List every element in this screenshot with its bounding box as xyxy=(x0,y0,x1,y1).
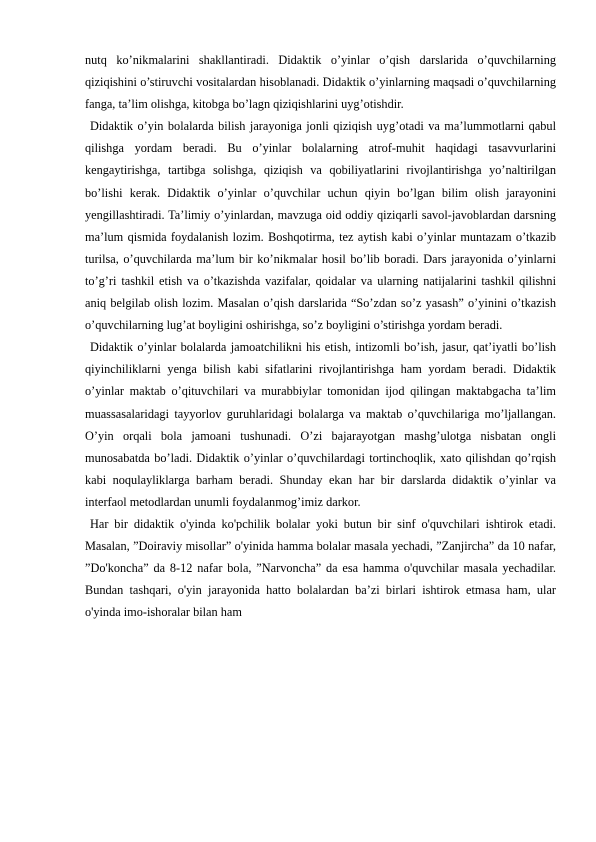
document-page xyxy=(85,49,556,623)
paragraph-1: nutq ko’nikmalarini shakllantiradi. Didaktik o’yinlar o’qish darslarida o’quvchilarning qiziqishini o’stiruvchi vositalardan hisoblanadi. Didaktik o’yinlarning maqsadi o’quvchilarning fanga, ta’lim olishga, kitobga bo’lagn qiziqishlarini uyg’otishdir. xyxy=(85,53,556,112)
paragraph-4: Har bir didaktik o'yinda ko'pchilik bolalar yoki butun bir sinf o'quvchilari ishtirok etadi. Masalan, ”Doiraviy misollar” o'yinida hamma bolalar masala yechadi, ”Zanjircha” da 10 nafar, ”Do'koncha” da 8-12 nafar bola, ”Narvoncha” da esa hamma o'quvchilar masala yechadilar. Bundan tashqari, o'yin jarayonida hatto bolalardan ba’zi birlari ishtirok etmasa ham, ular o'yinda imo-ishoralar bilan ham xyxy=(85,516,556,620)
paragraph-2: Didaktik o’yin bolalarda bilish jarayoniga jonli qiziqish uyg’otadi va ma’lummotlarni qabul qilishga yordam beradi. Bu o’yinlar bolalarning atrof-muhit haqidagi tasavvurlarini kengaytirishga, tartibga solishga, qiziqish va qobiliyatlarini rivojlantirishga yo’naltirilgan bo’lishi kerak. Didaktik o’yinlar o’quvchilar uchun qiyin bo’lgan bilim olish jarayonini yengillashtiradi. Ta’limiy o’yinlardan, mavzuga oid oddiy qiziqarli savol-javoblardan darsning ma’lum qismida foydalanish lozim. Boshqotirma, tez aytish kabi o’yinlar muntazam o’tkazib turilsa, o’quvchilarda ma’lum bir ko’nikmalar hosil bo’lib boradi. Dars jarayonida o’yinlarni to’g’ri tashkil etish va o’tkazishda vazifalar, qoidalar va ularning natijalarini tashkil qilishni aniq belgilab olish lozim. Masalan o’qish darslarida “So’zdan so’z yasash” o’yinini o’tkazish o’quvchilarning lug’at boyligini oshirishga, so’z boyligini o’stirishga yordam beradi. xyxy=(85,119,556,333)
paragraph-3: Didaktik o’yinlar bolalarda jamoatchilikni his etish, intizomli bo’ish, jasur, qat’iyatli bo’lish qiyinchiliklarni yenga bilish kabi sifatlarini rivojlantirishga ham yordam beradi. Didaktik o’yinlar maktab o’qituvchilari va murabbiylar tomonidan ijod qilingan maktabgacha ta’lim muassasalaridagi tayyorlov guruhlaridagi bolalarga va maktab o’quvchilariga mo’ljallangan. O’yin orqali bola jamoani tushunadi. O’zi bajarayotgan mashg’ulotga nisbatan ongli munosabatda bo’ladi. Didaktik o’yinlar o’quvchilardagi tortinchoqlik, xato qilishdan qo’rqish kabi noqulayliklarga barham beradi. Shunday ekan har bir darslarda didaktik o’yinlar va interfaol metodlardan unumli foydalanmog’imiz darkor. xyxy=(85,340,556,509)
